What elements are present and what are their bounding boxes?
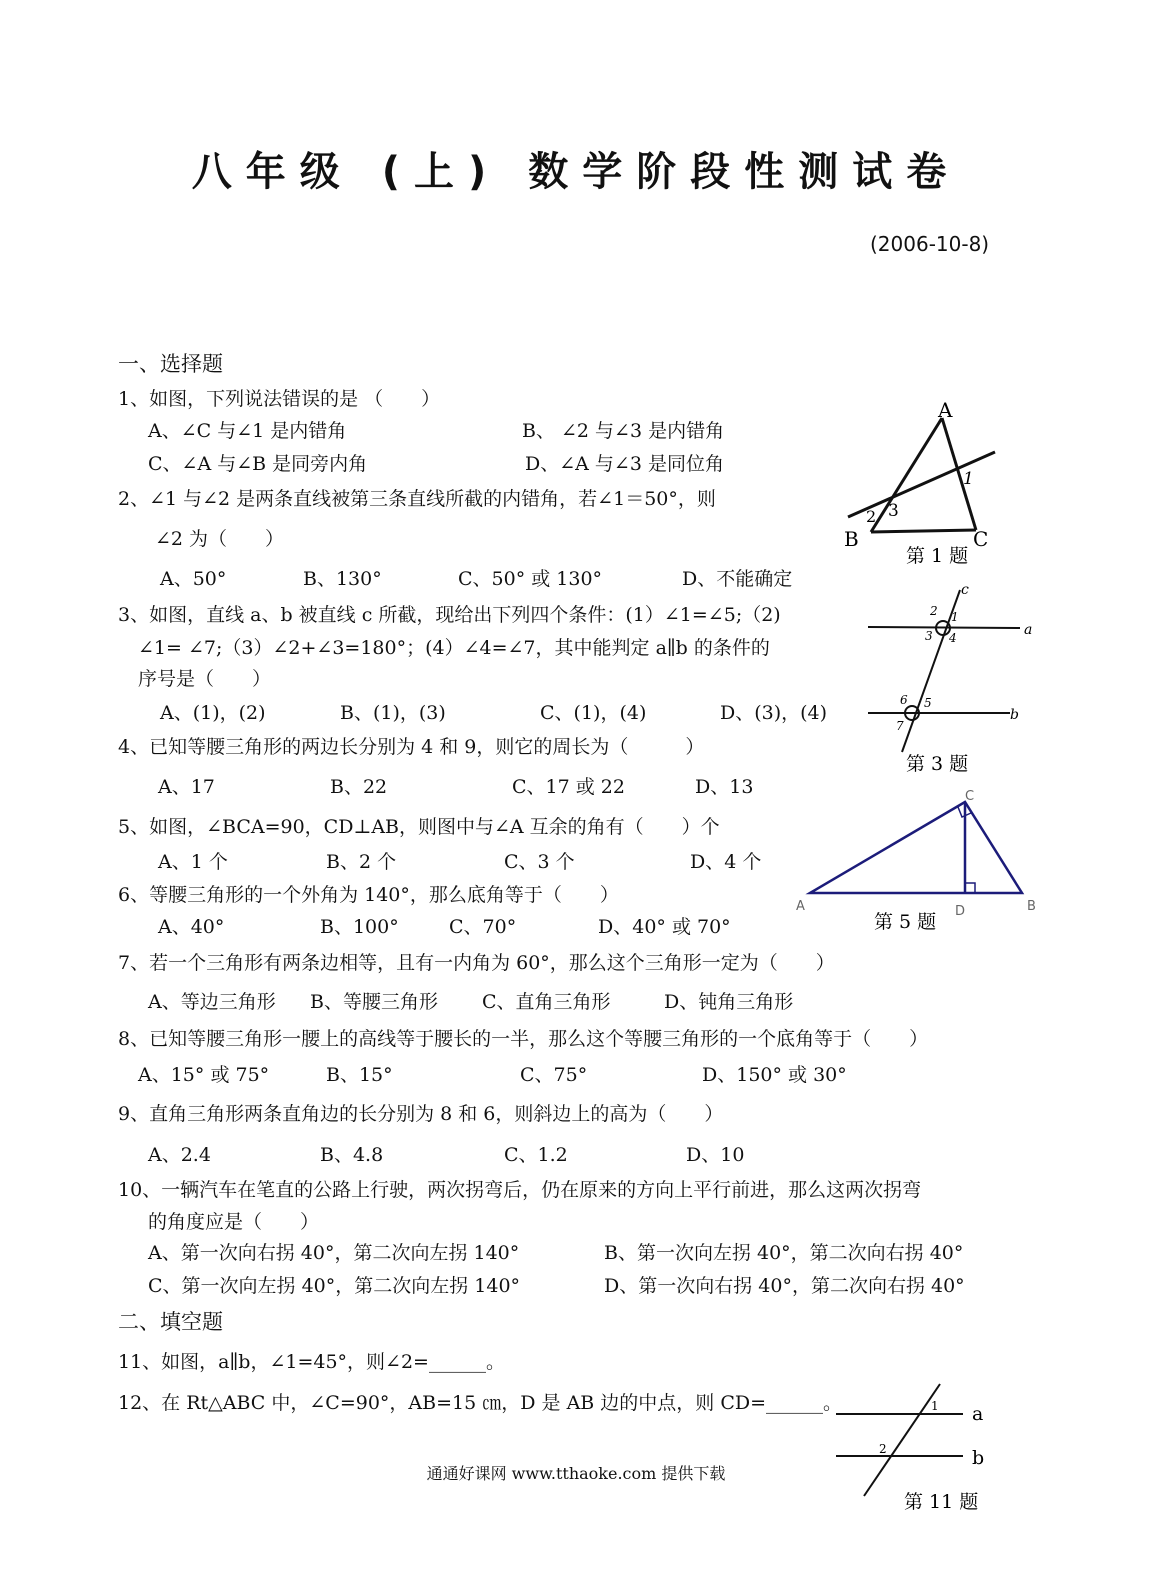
q2-stem-cont: ∠2 为（ ） — [155, 528, 285, 550]
q1-option-c: C、∠A 与∠B 是同旁内角 — [148, 453, 368, 475]
q6-stem: 6、等腰三角形的一个外角为 140°，那么底角等于（ ） — [118, 884, 619, 906]
figure-1-diagram — [838, 400, 1018, 575]
q2-option-c: C、50° 或 130° — [458, 568, 603, 590]
q4-option-a: A、17 — [158, 776, 215, 798]
fig3-label-7: 7 — [896, 719, 904, 733]
fig11-label-1: 1 — [931, 1399, 939, 1413]
fig5-label-b: B — [1027, 899, 1036, 914]
q6-option-b: B、100° — [320, 916, 399, 938]
q1-option-a: A、∠C 与∠1 是内错角 — [148, 420, 347, 442]
fig3-label-4: 4 — [949, 631, 957, 645]
q7-option-b: B、等腰三角形 — [310, 991, 438, 1013]
q5-option-b: B、2 个 — [326, 851, 397, 873]
fig3-label-5: 5 — [924, 696, 932, 710]
fig1-line-ab — [871, 418, 942, 532]
q7-stem: 7、若一个三角形有两条边相等，且有一内角为 60°，那么这个三角形一定为（ ） — [118, 952, 835, 974]
q8-option-d: D、150° 或 30° — [702, 1064, 847, 1086]
fig5-triangle — [810, 802, 1022, 893]
figure-3-diagram — [858, 582, 1058, 777]
q3-stem: 3、如图，直线 a、b 被直线 c 所截，现给出下列四个条件：(1）∠1=∠5;（2) — [118, 604, 781, 626]
q9-option-c: C、1.2 — [504, 1144, 568, 1166]
q3-option-d: D、(3)，(4) — [720, 702, 828, 724]
q8-option-b: B、15° — [326, 1064, 393, 1086]
q3-option-c: C、(1)，(4) — [540, 702, 647, 724]
fig3-label-1: 1 — [951, 610, 959, 624]
fig1-label-a: A — [938, 400, 953, 422]
q9-option-d: D、10 — [686, 1144, 745, 1166]
fig11-label-2: 2 — [879, 1442, 887, 1456]
q6-option-c: C、70° — [449, 916, 517, 938]
q8-option-c: C、75° — [520, 1064, 588, 1086]
fig1-label-3: 3 — [888, 501, 899, 521]
q5-stem: 5、如图，∠BCA=90，CD⊥AB，则图中与∠A 互余的角有（ ）个 — [118, 816, 720, 838]
q4-option-d: D、13 — [695, 776, 754, 798]
q4-option-b: B、22 — [330, 776, 388, 798]
q3-stem-cont: ∠1= ∠7;（3）∠2+∠3=180°；(4）∠4=∠7，其中能判定 a∥b 的条件的 — [138, 637, 770, 659]
fig3-caption: 第 3 题 — [906, 753, 969, 775]
section-choice-heading: 一、选择题 — [118, 352, 223, 376]
q10-stem: 10、一辆汽车在笔直的公路上行驶，两次拐弯后，仍在原来的方向上平行前进，那么这两次拐弯 — [118, 1179, 922, 1201]
q1-stem: 1、如图，下列说法错误的是 （ ） — [118, 388, 441, 410]
q2-option-a: A、50° — [160, 568, 227, 590]
q6-option-d: D、40° 或 70° — [598, 916, 731, 938]
q10-option-d: D、第一次向右拐 40°，第二次向右拐 40° — [604, 1275, 965, 1297]
q12-stem: 12、在 Rt△ABC 中，∠C=90°，AB=15 ㎝，D 是 AB 边的中点，则 CD=______。 — [118, 1392, 843, 1414]
q10-option-b: B、第一次向左拐 40°，第二次向右拐 40° — [604, 1242, 964, 1264]
fig11-label-a: a — [972, 1403, 984, 1425]
q2-option-b: B、130° — [303, 568, 382, 590]
q5-option-a: A、1 个 — [158, 851, 228, 873]
fig5-caption: 第 5 题 — [874, 911, 937, 933]
q2-stem: 2、∠1 与∠2 是两条直线被第三条直线所截的内错角，若∠1＝50°，则 — [118, 488, 716, 510]
exam-date: (2006-10-8) — [870, 232, 990, 256]
fig3-label-6: 6 — [900, 693, 908, 707]
q4-option-c: C、17 或 22 — [512, 776, 625, 798]
q5-option-d: D、4 个 — [690, 851, 762, 873]
q1-option-d: D、∠A 与∠3 是同位角 — [525, 453, 724, 475]
fig5-label-d: D — [955, 904, 966, 919]
fig3-label-b: b — [1010, 707, 1019, 723]
fig1-label-c: C — [973, 527, 989, 551]
q7-option-a: A、等边三角形 — [148, 991, 276, 1013]
fig1-label-b: B — [844, 527, 859, 551]
q3-stem-cont2: 序号是（ ） — [138, 668, 272, 690]
fig5-right-angle-d — [965, 883, 975, 893]
q8-option-a: A、15° 或 75° — [138, 1064, 270, 1086]
fig3-label-a: a — [1024, 622, 1033, 638]
q2-option-d: D、不能确定 — [682, 568, 793, 590]
q10-option-a: A、第一次向右拐 40°，第二次向左拐 140° — [148, 1242, 520, 1264]
fig3-label-3: 3 — [925, 629, 933, 643]
fig1-label-1: 1 — [963, 469, 974, 489]
q9-option-a: A、2.4 — [148, 1144, 211, 1166]
fig5-label-a: A — [796, 899, 805, 914]
fig3-label-c: c — [961, 582, 969, 598]
q5-option-c: C、3 个 — [504, 851, 575, 873]
fig3-label-2: 2 — [930, 604, 938, 618]
figure-5-diagram — [790, 782, 1050, 942]
q3-option-b: B、(1)，(3) — [340, 702, 446, 724]
q6-option-a: A、40° — [158, 916, 225, 938]
fig3-line-a — [868, 627, 1020, 628]
q7-option-d: D、钝角三角形 — [664, 991, 794, 1013]
fig11-caption: 第 11 题 — [904, 1491, 979, 1513]
q4-stem: 4、已知等腰三角形的两边长分别为 4 和 9，则它的周长为（ ） — [118, 736, 705, 758]
figure-11-diagram — [828, 1380, 1008, 1540]
fig1-line-bc — [871, 530, 976, 532]
q7-option-c: C、直角三角形 — [482, 991, 611, 1013]
section-fill-heading: 二、填空题 — [118, 1310, 223, 1334]
q9-stem: 9、直角三角形两条直角边的长分别为 8 和 6，则斜边上的高为（ ） — [118, 1103, 724, 1125]
page-title: 八年级 (上) 数学阶段性测试卷 — [191, 149, 961, 195]
fig1-label-2: 2 — [866, 507, 877, 526]
q9-option-b: B、4.8 — [320, 1144, 384, 1166]
q8-stem: 8、已知等腰三角形一腰上的高线等于腰长的一半，那么这个等腰三角形的一个底角等于（ ） — [118, 1028, 929, 1050]
fig11-label-b: b — [972, 1447, 985, 1469]
q3-option-a: A、(1)，(2) — [160, 702, 266, 724]
footer-credit: 通通好课网 www.tthaoke.com 提供下载 — [426, 1464, 726, 1483]
q11-stem: 11、如图，a∥b，∠1=45°，则∠2=______。 — [118, 1351, 505, 1373]
q1-option-b: B、 ∠2 与∠3 是内错角 — [522, 420, 725, 442]
fig11-transversal — [864, 1384, 940, 1496]
q10-option-c: C、第一次向左拐 40°，第二次向左拐 140° — [148, 1275, 521, 1297]
q10-stem-cont: 的角度应是（ ） — [148, 1211, 320, 1233]
fig1-caption: 第 1 题 — [906, 545, 969, 567]
fig5-label-c: C — [965, 789, 975, 804]
